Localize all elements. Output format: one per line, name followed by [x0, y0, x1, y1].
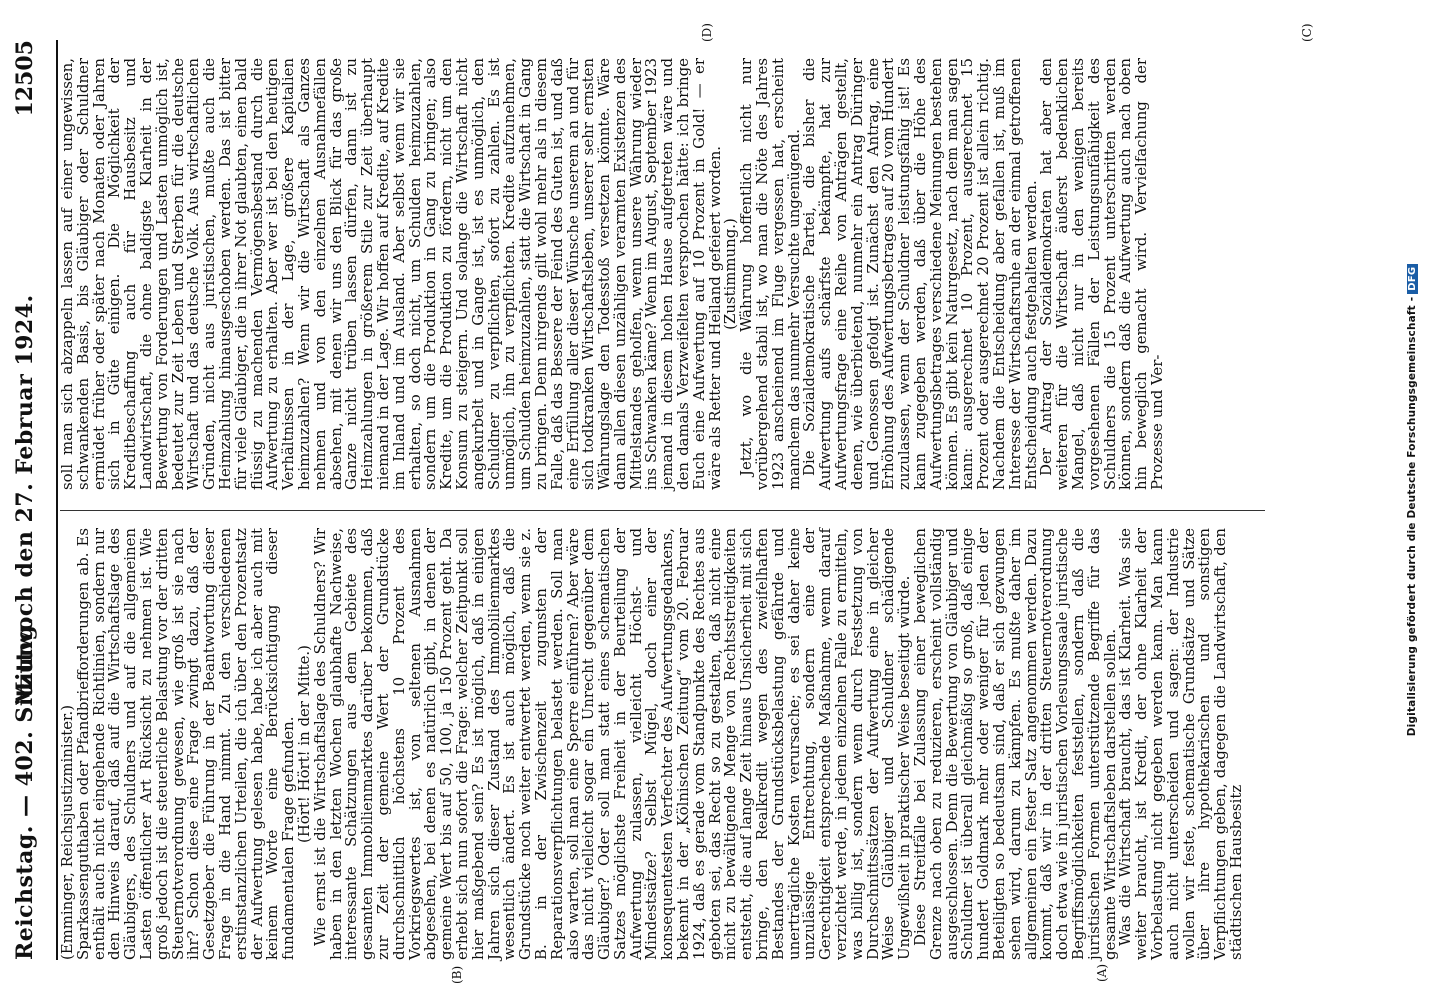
- margin-marker-d: (D): [700, 23, 714, 42]
- speaker-attribution: (Emminger, Reichsjustizminister.): [58, 704, 76, 960]
- header-session: Reichstag. — 402. Sitzung.: [12, 616, 38, 960]
- paragraph: soll man sich abzappeln lassen auf einer ungewissen, schwankenden Basis, bis Gläubiger oder Schuldner ermüdet früher oder später nach Monaten oder Jahren sich in Güte einigen. Die Möglichkeit der Kreditbeschaffung auch für Hausbesitz und Landwirtschaft, die ohne baldigste Klarheit in der Bewertung von Forderungen und Lasten unmöglich ist, bedeutet zur Zeit Leben und Sterben für die deutsche Wirtschaft und das deutsche Volk. Aus wirtschaftlichen Gründen, nicht aus juristischen, mußte auch die Heimzahlung hinausgeschoben werden. Das ist bitter für viele Gläubiger, die in ihrer Not glaubten, einen bald flüssig zu machenden Vermögensbestand durch die Aufwertung zu erhalten. Aber wer ist bei den heutigen Verhältnissen in der Lage, größere Kapitalien heimzuzahlen? Wenn wir die Wirtschaft als Ganzes nehmen und von den einzelnen Ausnahmefällen absehen, mit denen wir uns den Blick für das große Ganze nicht trüben lassen dürfen, dann ist zu Heimzahlungen in größerem Stile zur Zeit überhaupt niemand in der Lage. Wir hoffen auf Kredite, auf Kredite im Inland und im Ausland. Aber selbst wenn wir sie erhalten, so doch nicht, um Schulden heimzuzahlen, sondern um die Produktion in Gang zu bringen; also Kredite, um die Produktion zu fördern, nicht um den Konsum zu steigern. Und solange die Wirtschaft nicht angekurbelt und in Gange ist, ist es unmöglich, den Schuldner zu verpflichten, sofort zu zahlen. Es ist unmöglich, ihn zu verpflichten. Kredite aufzunehmen, um Schulden heimzuzahlen, statt die Wirtschaft in Gang zu bringen. Denn nirgends gilt wohl mehr als in diesem Falle, daß das Bessere der Feind des Guten ist, und daß eine Erfüllung aller dieser Wünsche unserem an und für sich todkranken Wirtschaftsleben, unserer sehr ernsten Währungslage den Todesstoß versetzen könnte. Wäre dann allen diesen unzähligen verarmten Existenzen des Mittelstandes geholfen, wenn unsere Währung wieder ins Schwanken käme? Wenn im August, September 1923 jemand in diesem hohen Hause aufgetreten wäre und den damals Verzweifelten versprochen hätte: ich bringe Euch eine Aufwertung auf 10 Prozent in Gold! — er wäre als Retter und Heiland gefeiert worden.: [58, 58, 724, 490]
- header-date: Mittwoch den 27. Februar 1924.: [12, 294, 38, 706]
- margin-marker-c: (C): [1300, 23, 1314, 42]
- interjection: (Hört! Hört! in der Mitte.): [294, 645, 313, 843]
- paragraph: Was die Wirtschaft braucht, das ist Klarheit. Was sie weiter braucht, ist Kredit, der ohne Klarheit der Vorbelastung nicht gegeben werden kann. Man kann auch nicht unterscheiden und sagen: der Industrie wollen wir feste, schematische Grundsätze und Sätze über ihre hypothekarischen und sonstigen Verpflichtungen geben, dagegen die Landwirtschaft, den städtischen Hausbesitz: [1116, 528, 1245, 960]
- interjection: (Zustimmung.): [721, 218, 740, 330]
- column-divider: [60, 510, 1265, 511]
- paragraph: Wie ernst ist die Wirtschaftslage des Schuldners? Wir haben in den letzten Wochen glaubhafte Nachweise, interessante Schätzungen aus dem Gebiete des gesamten Immobilienmarktes darüber bekommen, daß zur Zeit der gemeine Wert der Grundstücke durchschnittlich höchstens 10 Prozent des Vorkriegswertes ist, von seltenen Ausnahmen abgesehen, bei denen es natürlich gibt, in denen der gemeine Wert bis auf 50, 100, ja 150 Prozent geht. Da erhebt sich nun sofort die Frage: welcher Zeitpunkt soll hier maßgebend sein? Es ist möglich, daß in einigen Jahren sich dieser Zustand des Immobilienmarktes wesentlich ändert. Es ist auch möglich, daß die Grundstücke noch weiter entwertet werden, wenn sie z. B. in der Zwischenzeit zugunsten der Reparationsverpflichtungen belastet werden. Soll man also warten, soll man eine Sperre einführen? Aber wäre das nicht vielleicht sogar ein Unrecht gegenüber dem Gläubiger? Oder soll man statt eines schematischen Satzes möglichste Freiheit in der Beurteilung der Aufwertung zulassen, vielleicht Höchst- und Mindestsätze? Selbst Mügel, doch einer der konsequentesten Verfechter des Aufwertungsgedankens, bekennt in der „Kölnischen Zeitung“ vom 20. Februar 1924, daß es gerade vom Standpunkte des Rechtes aus geboten sei, das Recht so zu gestalten, daß nicht eine nicht zu bewältigende Menge von Rechtsstreitigkeiten entsteht, die auf lange Zeit hinaus Unsicherheit mit sich bringe, den Realkredit wegen des zweifelhaften Bestandes der Grundstücksbelastung gefährde und unerträgliche Kosten verursache; es sei daher keine unzulässige Entrechtung, sondern eine der Gerechtigkeit entsprechende Maßnahme, wenn darauf verzichtet werde, in jedem einzelnen Falle zu ermitteln, was billig ist, sondern wenn durch Festsetzung von Durchschnittssätzen der Aufwertung eine in gleicher Weise Gläubiger und Schuldner schädigende Ungewißheit in praktischer Weise beseitigt würde.: [310, 528, 914, 960]
- dfg-logo: DFG: [1407, 264, 1418, 294]
- right-column: [60, 58, 1166, 490]
- left-column: [60, 528, 1245, 960]
- paragraph: Sparkassenguthaben oder Pfandbriefforderungen ab. Es enthält auch nicht eingehende Richtlinien, sondern nur den Hinweis darauf, daß auf die Wirtschaftslage des Gläubigers, des Schuldners und auf die allgemeinen Lasten öffentlicher Art Rücksicht zu nehmen ist. Wie groß jedoch ist die steuerliche Belastung vor der dritten Steuernotverordnung gewesen, wie groß ist sie nach ihr? Schon diese eine Frage zwingt dazu, daß der Gesetzgeber die Führung in der Beantwortung dieser Frage in die Hand nimmt. Zu den verschiedenen erstinstanzlichen Urteilen, die ich über den Prozentsatz der Aufwertung gelesen habe, habe ich aber auch mit keinem Worte eine Berücksichtigung dieser fundamentalen Frage gefunden.: [73, 528, 298, 960]
- page-number: 12505: [12, 40, 38, 117]
- credit-text: Digitalisierung gefördert durch die Deutsche Forschungsgemeinschaft -: [1406, 296, 1418, 737]
- margin-marker-b: (B): [450, 965, 464, 984]
- margin-marker-a: (A): [1095, 963, 1109, 982]
- paragraph: Diese Streitfälle bei Zulassung einer beweglichen Grenze nach oben zu reduzieren, erscheint vollständig ausgeschlossen. Denn die Bewertung von Gläubiger und Schuldner ist überall gleichmäßig so groß, daß einige hundert Goldmark mehr oder weniger für jeden der Beteiligten so bedeutsam sind, daß er sich gezwungen sehen wird, darum zu kämpfen. Es mußte daher im allgemeinen ein fester Satz angenommen werden. Dazu kommt, daß wir in der dritten Steuernotverordnung doch etwa wie in juristischen Vorlesungssaale juristische Begriffsmöglichkeiten feststellen, sondern daß die juristischen Formen unterstützende Begriffe für das gesamte Wirtschaftsleben darstellen sollen.: [911, 528, 1119, 960]
- digitization-credit: [1406, 60, 1418, 940]
- paragraph: Jetzt, wo die Währung hoffentlich nicht nur vorübergehend stabil ist, wo man die Nöte des Jahres 1923 anscheinend im Fluge vergessen hat, erscheint manchem das nunmehr Versuchte ungenügend.: [737, 58, 803, 490]
- paragraph: Der Antrag der Sozialdemokraten hat aber den weiteren für die Wirtschaft äußerst bedenklichen Mangel, daß nicht nur in den wenigen bereits vorgesehenen Fällen der Leistungsunfähigkeit des Schuldners die 15 Prozent unterschritten werden können, sondern daß die Aufwertung auch nach oben hin beweglich gemacht wird. Vervielfachung der Prozesse und Ver-: [1037, 58, 1166, 490]
- paragraph: Die Sozialdemokratische Partei, die bisher die Aufwertung aufs schärfste bekämpfte, hat zur Aufwertungsfrage eine Reihe von Anträgen gestellt, denen, wie überbietend, nunmehr ein Antrag Düringer und Genossen gefolgt ist. Zunächst den Antrag, eine Erhöhung des Aufwertungsbetrages auf 20 vom Hundert zuzulassen, wenn der Schuldner leistungsfähig ist! Es kann zugegeben werden, daß über die Höhe des Aufwertungsbetrages verschiedene Meinungen bestehen können. Es gibt kein Naturgesetz, nach dem man sagen kann: ausgerechnet 10 Prozent, ausgerechnet 15 Prozent oder ausgerechnet 20 Prozent ist allein richtig. Nachdem die Entscheidung aber gefallen ist, muß im Interesse der Wirtschaftsruhe an der einmal getroffenen Entscheidung auch festgehalten werden.: [800, 58, 1040, 490]
- page-header: [2, 40, 54, 960]
